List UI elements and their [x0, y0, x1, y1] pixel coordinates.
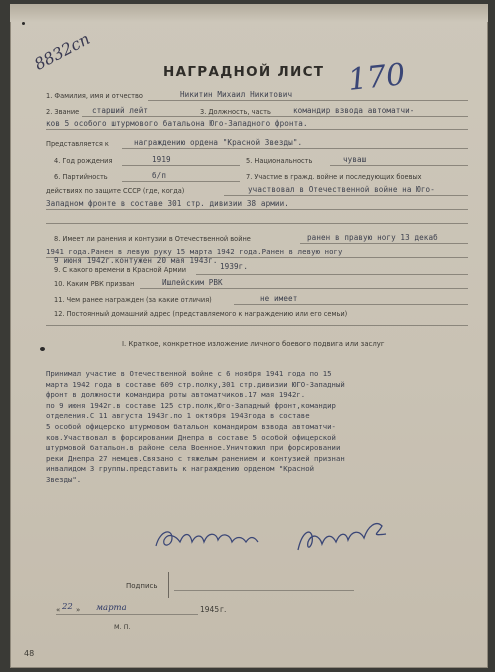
signature-right: [298, 524, 386, 550]
narrative-line: инвалидом 3 группы.представить к награждению орденом "Красной: [46, 464, 314, 474]
field-8-value-line2: 1941 года.Ранен в левую руку 15 марта 1942 года.Ранен в левую ногу: [46, 247, 343, 256]
field-9-label: 9. С какого времени в Красной Армии: [54, 266, 187, 274]
narrative-line: 5 особой офицерско штурмовом батальон командиром взвода автоматчи-: [46, 421, 336, 431]
signature-bracket: [168, 572, 172, 598]
field-11-label: 11. Чем ранее награжден (за какие отличия): [54, 296, 212, 304]
field-9-rule: [196, 274, 468, 275]
field-12-rule-1: [46, 325, 468, 326]
narrative-line: ков.Участвовал в форсировании Днепра в составе 5 особой офицерской: [46, 432, 336, 442]
field-1-label: 1. Фамилия, имя и отчество: [46, 92, 143, 100]
field-7-label-line2: действиях по защите СССР (где, когда): [46, 187, 185, 195]
narrative-line: Звезды".: [46, 474, 82, 484]
field-9-value: 1939г.: [220, 262, 249, 271]
archive-number: 170: [346, 57, 407, 98]
field-5-value: чуваш: [343, 155, 367, 164]
field-7-label-line1: 7. Участие в гражд. войне и последующих боевых: [246, 173, 422, 181]
signature-left: [156, 532, 258, 546]
narrative-line: штурмовой батальон.в районе села Военное.Уничтожил при форсировании: [46, 443, 341, 453]
narrative-line: по 9 июня 1942г.в составе 125 стр.полк,Юго-Западный фронт,командир: [46, 400, 336, 410]
field-7-value-line2: Западном фронте в составе 301 стр. дивизии 38 армии.: [46, 199, 289, 208]
date-day: 22: [62, 602, 73, 612]
field-5-rule: [330, 165, 468, 166]
date-suffix: г.: [220, 605, 227, 614]
field-7-value-line1: участвовал в Отечественной войне на Юго-: [248, 185, 435, 194]
field-1-value: Никитин Михаил Никитович: [180, 90, 293, 99]
narrative-line: отделения.С 11 августа 1943г.по 1 октября 1943года в составе: [46, 411, 310, 421]
ink-spot: [22, 22, 25, 25]
ink-spot: [40, 347, 45, 351]
field-4-rule: [122, 165, 240, 166]
field-10-rule: [140, 288, 468, 289]
presented-rule: [122, 148, 468, 149]
stamp-place-label: М. П.: [114, 623, 131, 631]
date-year: 1945: [200, 605, 220, 614]
corner-handwritten-mark: 8832сп: [31, 29, 93, 74]
field-6-value: б/п: [152, 171, 167, 180]
award-sheet: [10, 4, 488, 668]
field-10-value: Ишлейским РВК: [162, 278, 223, 287]
field-2-value: старший лейт: [92, 106, 149, 115]
handwritten-signatures: [150, 502, 430, 572]
date-open-quote: «: [56, 606, 61, 614]
field-3-value-line2: ков 5 особого штурмового батальона Юго-Западного фронта.: [46, 119, 308, 128]
narrative-line: реки Днепра 27 немцев.Связано с тяжелым ранением и контузией признан: [46, 453, 345, 463]
field-6-rule: [122, 181, 240, 182]
field-8-rule-1: [300, 243, 468, 244]
field-4-label: 4. Год рождения: [54, 157, 113, 165]
field-5-label: 5. Национальность: [246, 157, 313, 165]
field-2-rule: [82, 116, 468, 117]
field-8-label: 8. Имеет ли ранения и контузии в Отечественной войне: [54, 235, 251, 243]
presented-label: Представляется к: [46, 140, 109, 148]
narrative-line: фронт в должности командира роты автоматчиков.17 мая 1942г.: [46, 390, 306, 400]
field-1-rule: [148, 100, 468, 101]
field-3-rule: [46, 129, 468, 130]
presented-value: награждению ордена "Красной Звезды".: [134, 138, 303, 147]
date-month: марта: [96, 603, 127, 613]
field-7-rule-3: [46, 223, 468, 224]
field-7-rule-1: [224, 195, 468, 196]
field-3-value-line1: командир взвода автоматчи-: [293, 106, 415, 115]
field-8-value-line3: 9 июня 1942г.контужен 20 мая 1943г.: [54, 256, 218, 265]
narrative-line: Принимал участие в Отечественной войне с 6 ноября 1941 года по 15: [46, 369, 332, 378]
narrative: [46, 369, 466, 486]
narrative-line: марта 1942 года в составе 609 стр.полку,301 стр.дивизии ЮГО-Западный: [46, 379, 345, 389]
signature-rule: [174, 590, 354, 591]
field-7-rule-2: [46, 209, 468, 210]
date-rule: [56, 614, 198, 615]
date-close-quote: »: [76, 606, 81, 614]
field-12-label: 12. Постоянный домашний адрес (представляемого к награждению или его семьи): [54, 310, 348, 318]
field-6-label: 6. Партийность: [54, 173, 108, 181]
field-11-rule: [234, 304, 468, 305]
signature-label: Подпись: [126, 582, 158, 590]
field-2-label: 2. Звание: [46, 108, 80, 116]
section-heading: I. Краткое, конкретное изложение личного боевого подвига или заслуг: [122, 340, 385, 348]
page-mark: 48: [24, 649, 35, 658]
document-title: НАГРАДНОЙ ЛИСТ: [163, 64, 325, 80]
field-4-value: 1919: [152, 155, 171, 164]
field-8-value-line1: ранен в правую ногу 13 декаб: [307, 233, 438, 242]
field-10-label: 10. Каким РВК призван: [54, 280, 135, 288]
field-11-value: не имеет: [260, 294, 298, 303]
field-3-label: 3. Должность, часть: [200, 108, 271, 116]
